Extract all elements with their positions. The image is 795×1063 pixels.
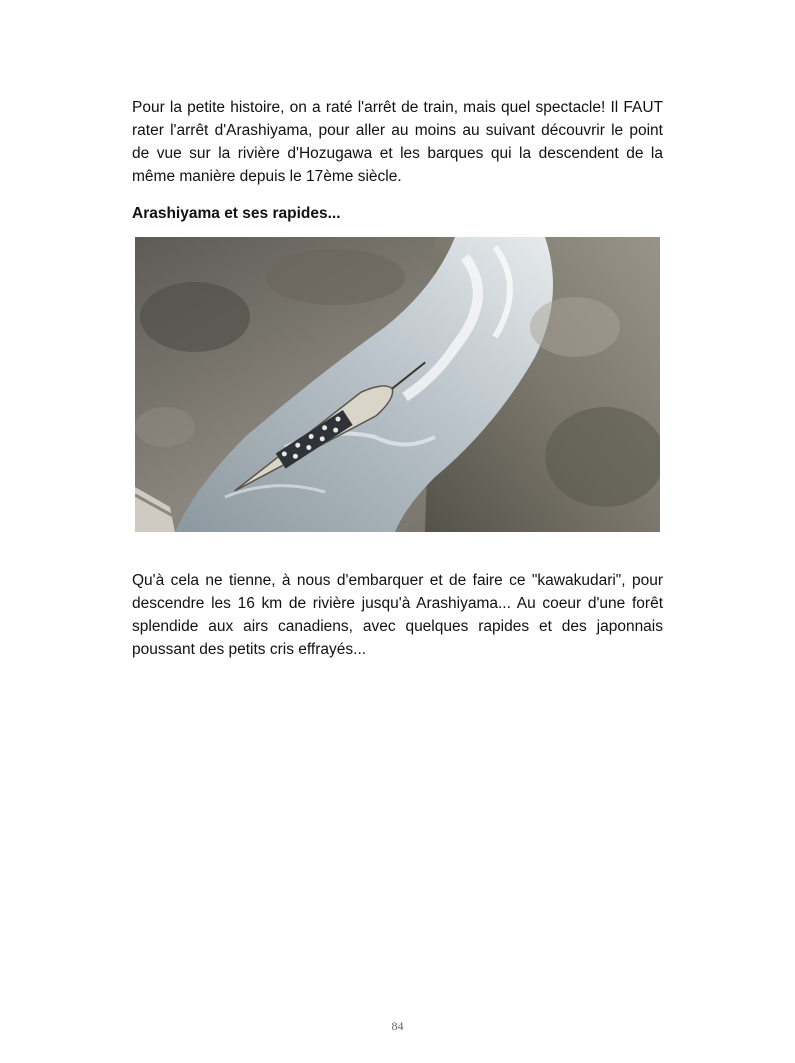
intro-paragraph: Pour la petite histoire, on a raté l'arrêt de train, mais quel spectacle! Il FAUT rater l'arrêt d'Arashiyama, pour aller au moins au suivant découvrir le point de vue sur la rivière d'Hozugawa et les barques qui la descendent de la même manière depuis le 17ème siècle.: [132, 99, 663, 185]
rock-shadow: [265, 249, 405, 305]
section-heading: Arashiyama et ses rapides...: [132, 205, 341, 222]
rock-highlight: [530, 297, 620, 357]
closing-paragraph: Qu'à cela ne tienne, à nous d'embarquer et de faire ce "kawakudari", pour descendre les 16 km de rivière jusqu'à Arashiyama... Au coeur d'une forêt splendide aux airs canadiens, avec quelques rapides et des japonnais poussant des petits cris effrayés...: [132, 572, 663, 658]
rock-shadow: [545, 407, 660, 507]
river-rapids-photo: [135, 237, 660, 532]
rock-shadow: [140, 282, 250, 352]
river-rapids-illustration: [135, 237, 660, 532]
page-number: 84: [391, 1019, 404, 1033]
rock-highlight: [135, 407, 195, 447]
